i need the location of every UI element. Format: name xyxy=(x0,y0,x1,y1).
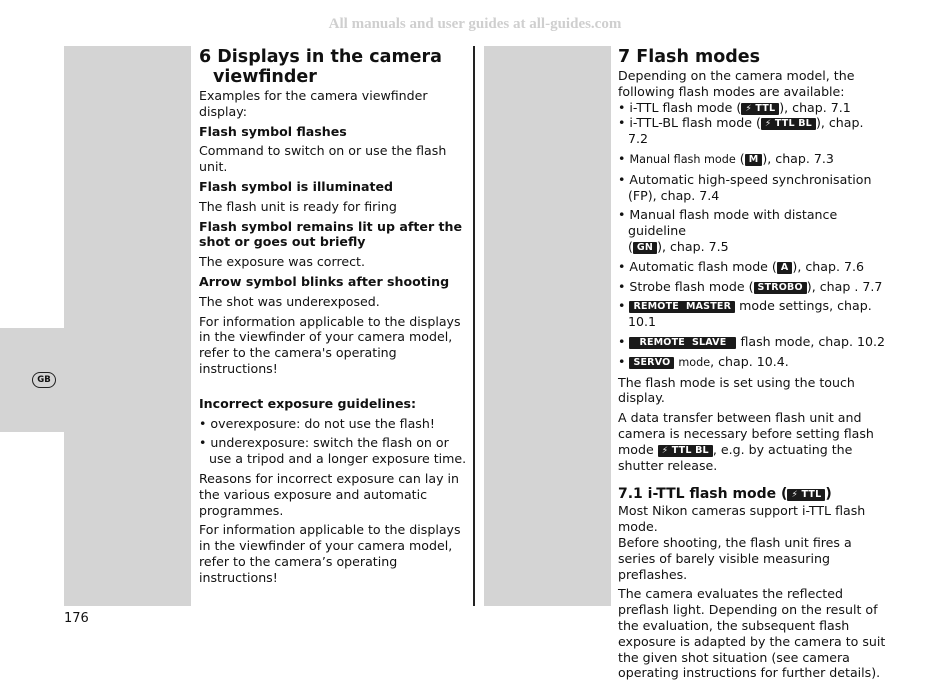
transfer-badge-text: TTL BL xyxy=(671,444,709,456)
mode-servo-chap: , chap. 10.4. xyxy=(710,353,789,369)
touch-paragraph: The flash mode is set using the touch display. xyxy=(618,374,855,406)
flash-bolt-icon: ⚡ xyxy=(764,119,772,130)
mode-manual xyxy=(618,151,886,168)
mode-servo xyxy=(618,354,886,371)
transfer-text-end: , e.g. by actuating the shutter release. xyxy=(618,441,853,473)
mode-gn-chap: ), chap. 7.5 xyxy=(657,238,729,254)
left-margin-gray-bar xyxy=(64,46,191,606)
transfer-text: A data transfer between flash unit and camera is necessary before setting flash mode xyxy=(618,410,874,457)
mode-ittl-bl-label: • i-TTL-BL flash mode ( xyxy=(618,115,761,131)
bullet: • xyxy=(618,353,626,369)
auto-badge: A xyxy=(777,262,793,274)
mode-remote-master xyxy=(618,298,886,330)
section-7-1-close: ) xyxy=(825,486,832,503)
text-flash-illuminated: The flash unit is ready for firing xyxy=(199,198,397,214)
ittl-badge-text: TTL xyxy=(755,102,776,114)
intro-text: Examples for the camera viewfinder display: xyxy=(199,88,428,119)
ittl-bl-badge xyxy=(761,118,816,130)
heading-flash-illuminated: Flash symbol is illuminated xyxy=(199,178,394,194)
section-6-title-line1: 6 Displays in the camera xyxy=(199,47,442,67)
mode-strobo-chap: ), chap . 7.7 xyxy=(806,278,883,294)
text-flash-remains: The exposure was correct. xyxy=(199,254,365,270)
mode-manual-open: ( xyxy=(735,150,745,166)
heading-incorrect-exposure: Incorrect exposure guidelines: xyxy=(199,395,417,411)
mode-remote-slave-text: flash mode, chap. 10.2 xyxy=(740,333,886,349)
column-divider xyxy=(473,46,475,606)
right-margin-gray-bar xyxy=(484,46,611,606)
reasons-paragraph: Reasons for incorrect exposure can lay in the various exposure and automatic programmes. xyxy=(199,470,460,518)
mode-auto-label: • Automatic flash mode ( xyxy=(618,258,777,274)
heading-flash-remains: Flash symbol remains lit up after the shot or goes out briefly xyxy=(199,218,463,250)
mode-ittl-label: • i-TTL flash mode ( xyxy=(618,99,742,115)
modes-intro: Depending on the camera model, the following flash modes are available: xyxy=(618,68,855,99)
mode-fp: • Automatic high-speed synchronisation (FP), chap. 7.4 xyxy=(618,171,872,203)
servo-badge: SERVO xyxy=(629,357,674,369)
remote-master-badge: REMOTE MASTER xyxy=(629,301,735,313)
text-arrow-blinks: The shot was underexposed. xyxy=(199,293,380,309)
flash-bolt-icon: ⚡ xyxy=(661,445,669,456)
right-column xyxy=(618,47,886,681)
gn-badge: GN xyxy=(633,242,657,254)
heading-flash-flashes: Flash symbol flashes xyxy=(199,123,347,139)
section-7-title: 7 Flash modes xyxy=(618,47,761,67)
language-badge: GB xyxy=(32,372,56,388)
mode-strobo xyxy=(618,279,886,295)
preflash-paragraph: Before shooting, the flash unit fires a series of barely visible measuring preflashes. xyxy=(618,534,852,582)
mode-ittl-bl-chap: ), chap. 7.2 xyxy=(628,115,864,147)
mode-manual-bullet: • xyxy=(618,150,630,166)
bullet-underexposure: • underexposure: switch the flash on or use a tripod and a longer exposure time. xyxy=(199,435,467,467)
info-paragraph-1: For information applicable to the displays in the viewfinder of your camera model, refer to the camera's operating instructions! xyxy=(199,313,461,376)
transfer-paragraph xyxy=(618,410,886,473)
strobo-badge: STROBO xyxy=(754,282,807,294)
mode-manual-chap: ), chap. 7.3 xyxy=(762,150,834,166)
mode-auto xyxy=(618,259,886,275)
mode-remote-master-text: mode settings, chap. 10.1 xyxy=(628,298,872,330)
section-7-1-title xyxy=(618,485,886,503)
left-column xyxy=(199,47,467,586)
section-ittl-badge xyxy=(787,489,825,501)
mode-ittl-bl xyxy=(618,115,886,147)
nikon-paragraph: Most Nikon cameras support i-TTL flash mode. xyxy=(618,503,866,535)
manual-badge: M xyxy=(745,154,763,166)
bullet: • xyxy=(618,333,626,349)
flash-bolt-icon: ⚡ xyxy=(745,103,752,114)
mode-gn xyxy=(618,207,886,254)
mode-gn-label: • Manual flash mode with distance guideline xyxy=(618,207,838,239)
page-number: 176 xyxy=(64,611,89,626)
mode-servo-label: mode xyxy=(678,355,711,369)
text-flash-flashes: Command to switch on or use the flash unit. xyxy=(199,143,447,175)
flash-bolt-icon: ⚡ xyxy=(791,490,798,501)
mode-manual-label: Manual flash mode xyxy=(629,152,736,166)
mode-strobo-label: • Strobe flash mode ( xyxy=(618,278,754,294)
section-7-1-label: 7.1 i-TTL flash mode ( xyxy=(618,486,788,503)
mode-ittl-chap: ), chap. 7.1 xyxy=(779,99,851,115)
watermark: All manuals and user guides at all-guides.com xyxy=(328,16,622,32)
ittl-bl-badge-text: TTL BL xyxy=(774,118,812,130)
evaluation-paragraph: The camera evaluates the reflected preflash light. Depending on the result of the evaluation, the subsequent flash exposure is adapted by the camera to suit the given shot situation (see camera operating instructions for further details). xyxy=(618,586,886,681)
ittl-badge xyxy=(741,103,779,115)
mode-remote-slave xyxy=(618,334,886,350)
bullet-overexposure: • overexposure: do not use the flash! xyxy=(199,415,435,431)
bullet: • xyxy=(618,298,626,314)
ttl-bl-badge-inline xyxy=(658,445,713,457)
heading-arrow-blinks: Arrow symbol blinks after shooting xyxy=(199,273,450,289)
remote-slave-badge: REMOTE SLAVE xyxy=(629,337,736,349)
section-6-title-line2: viewfinder xyxy=(213,67,317,87)
mode-auto-chap: ), chap. 7.6 xyxy=(792,258,864,274)
mode-gn-open: ( xyxy=(628,238,633,254)
section-badge-text: TTL xyxy=(801,489,822,501)
info-paragraph-2: For information applicable to the displays in the viewfinder of your camera model, refer to the camera’s operating instructions! xyxy=(199,522,461,585)
mode-ittl xyxy=(618,100,886,116)
